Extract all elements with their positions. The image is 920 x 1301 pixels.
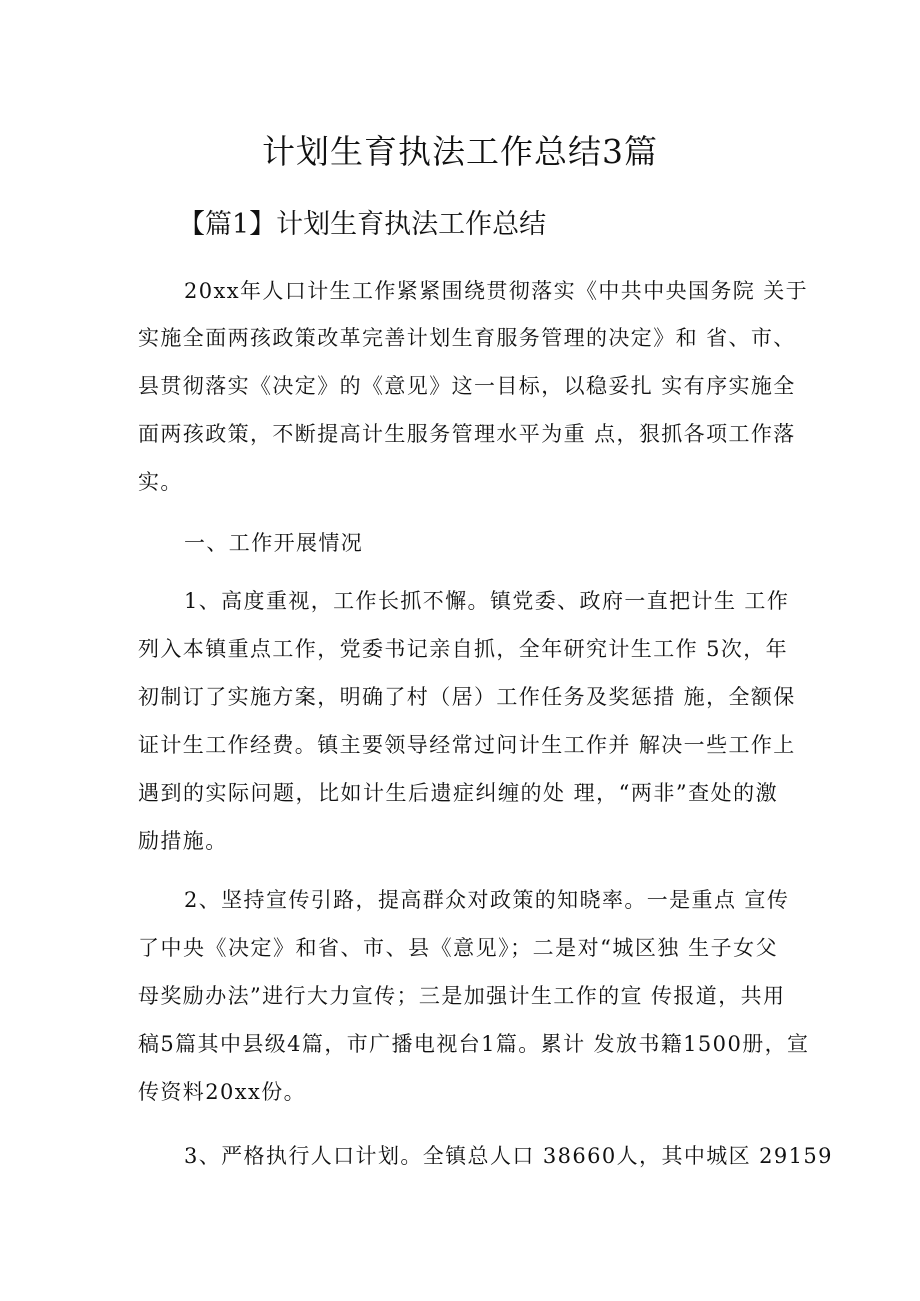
paragraph-line: 遇到的实际问题，比如计生后遗症纠缠的处 理，“两非”查处的激 xyxy=(138,781,778,805)
subsection-heading: 一、工作开展情况 xyxy=(184,531,364,555)
paragraph-line: 稿5篇其中县级4篇，市广播电视台1篇。累计 发放书籍1500册，宣 xyxy=(138,1032,810,1056)
paragraph-line: 了中央《决定》和省、市、县《意见》；二是对“城区独 生子女父 xyxy=(138,936,778,960)
paragraph-line: 励措施。 xyxy=(138,829,228,853)
document-title: 计划生育执法工作总结3篇 xyxy=(262,132,658,171)
paragraph-line: 证计生工作经费。镇主要领导经常过问计生工作并 解决一些工作上 xyxy=(138,733,796,757)
paragraph-line: 母奖励办法”进行大力宣传；三是加强计生工作的宣 传报道，共用 xyxy=(138,984,786,1008)
paragraph-line: 面两孩政策，不断提高计生服务管理水平为重 点，狠抓各项工作落 xyxy=(138,422,796,446)
paragraph-line: 县贯彻落实《决定》的《意见》这一目标，以稳妥扎 实有序实施全 xyxy=(138,374,796,398)
paragraph-line: 实施全面两孩政策改革完善计划生育服务管理的决定》和 省、市、 xyxy=(138,326,796,350)
paragraph-line: 实。 xyxy=(138,470,183,494)
paragraph-line: 2、坚持宣传引路，提高群众对政策的知晓率。一是重点 宣传 xyxy=(184,888,790,912)
paragraph-line: 传资料20xx份。 xyxy=(138,1080,307,1104)
paragraph-line: 列入本镇重点工作，党委书记亲自抓，全年研究计生工作 5次，年 xyxy=(138,637,789,661)
section-heading: 【篇1】计划生育执法工作总结 xyxy=(178,209,547,240)
paragraph-line: 1、高度重视，工作长抓不懈。镇党委、政府一直把计生 工作 xyxy=(184,589,790,613)
paragraph-line: 初制订了实施方案，明确了村（居）工作任务及奖惩措 施，全额保 xyxy=(138,685,796,709)
paragraph-line: 3、严格执行人口计划。全镇总人口 38660人，其中城区 29159 xyxy=(184,1144,833,1168)
paragraph-line: 20xx年人口计生工作紧紧围绕贯彻落实《中共中央国务院 关于 xyxy=(184,279,809,303)
